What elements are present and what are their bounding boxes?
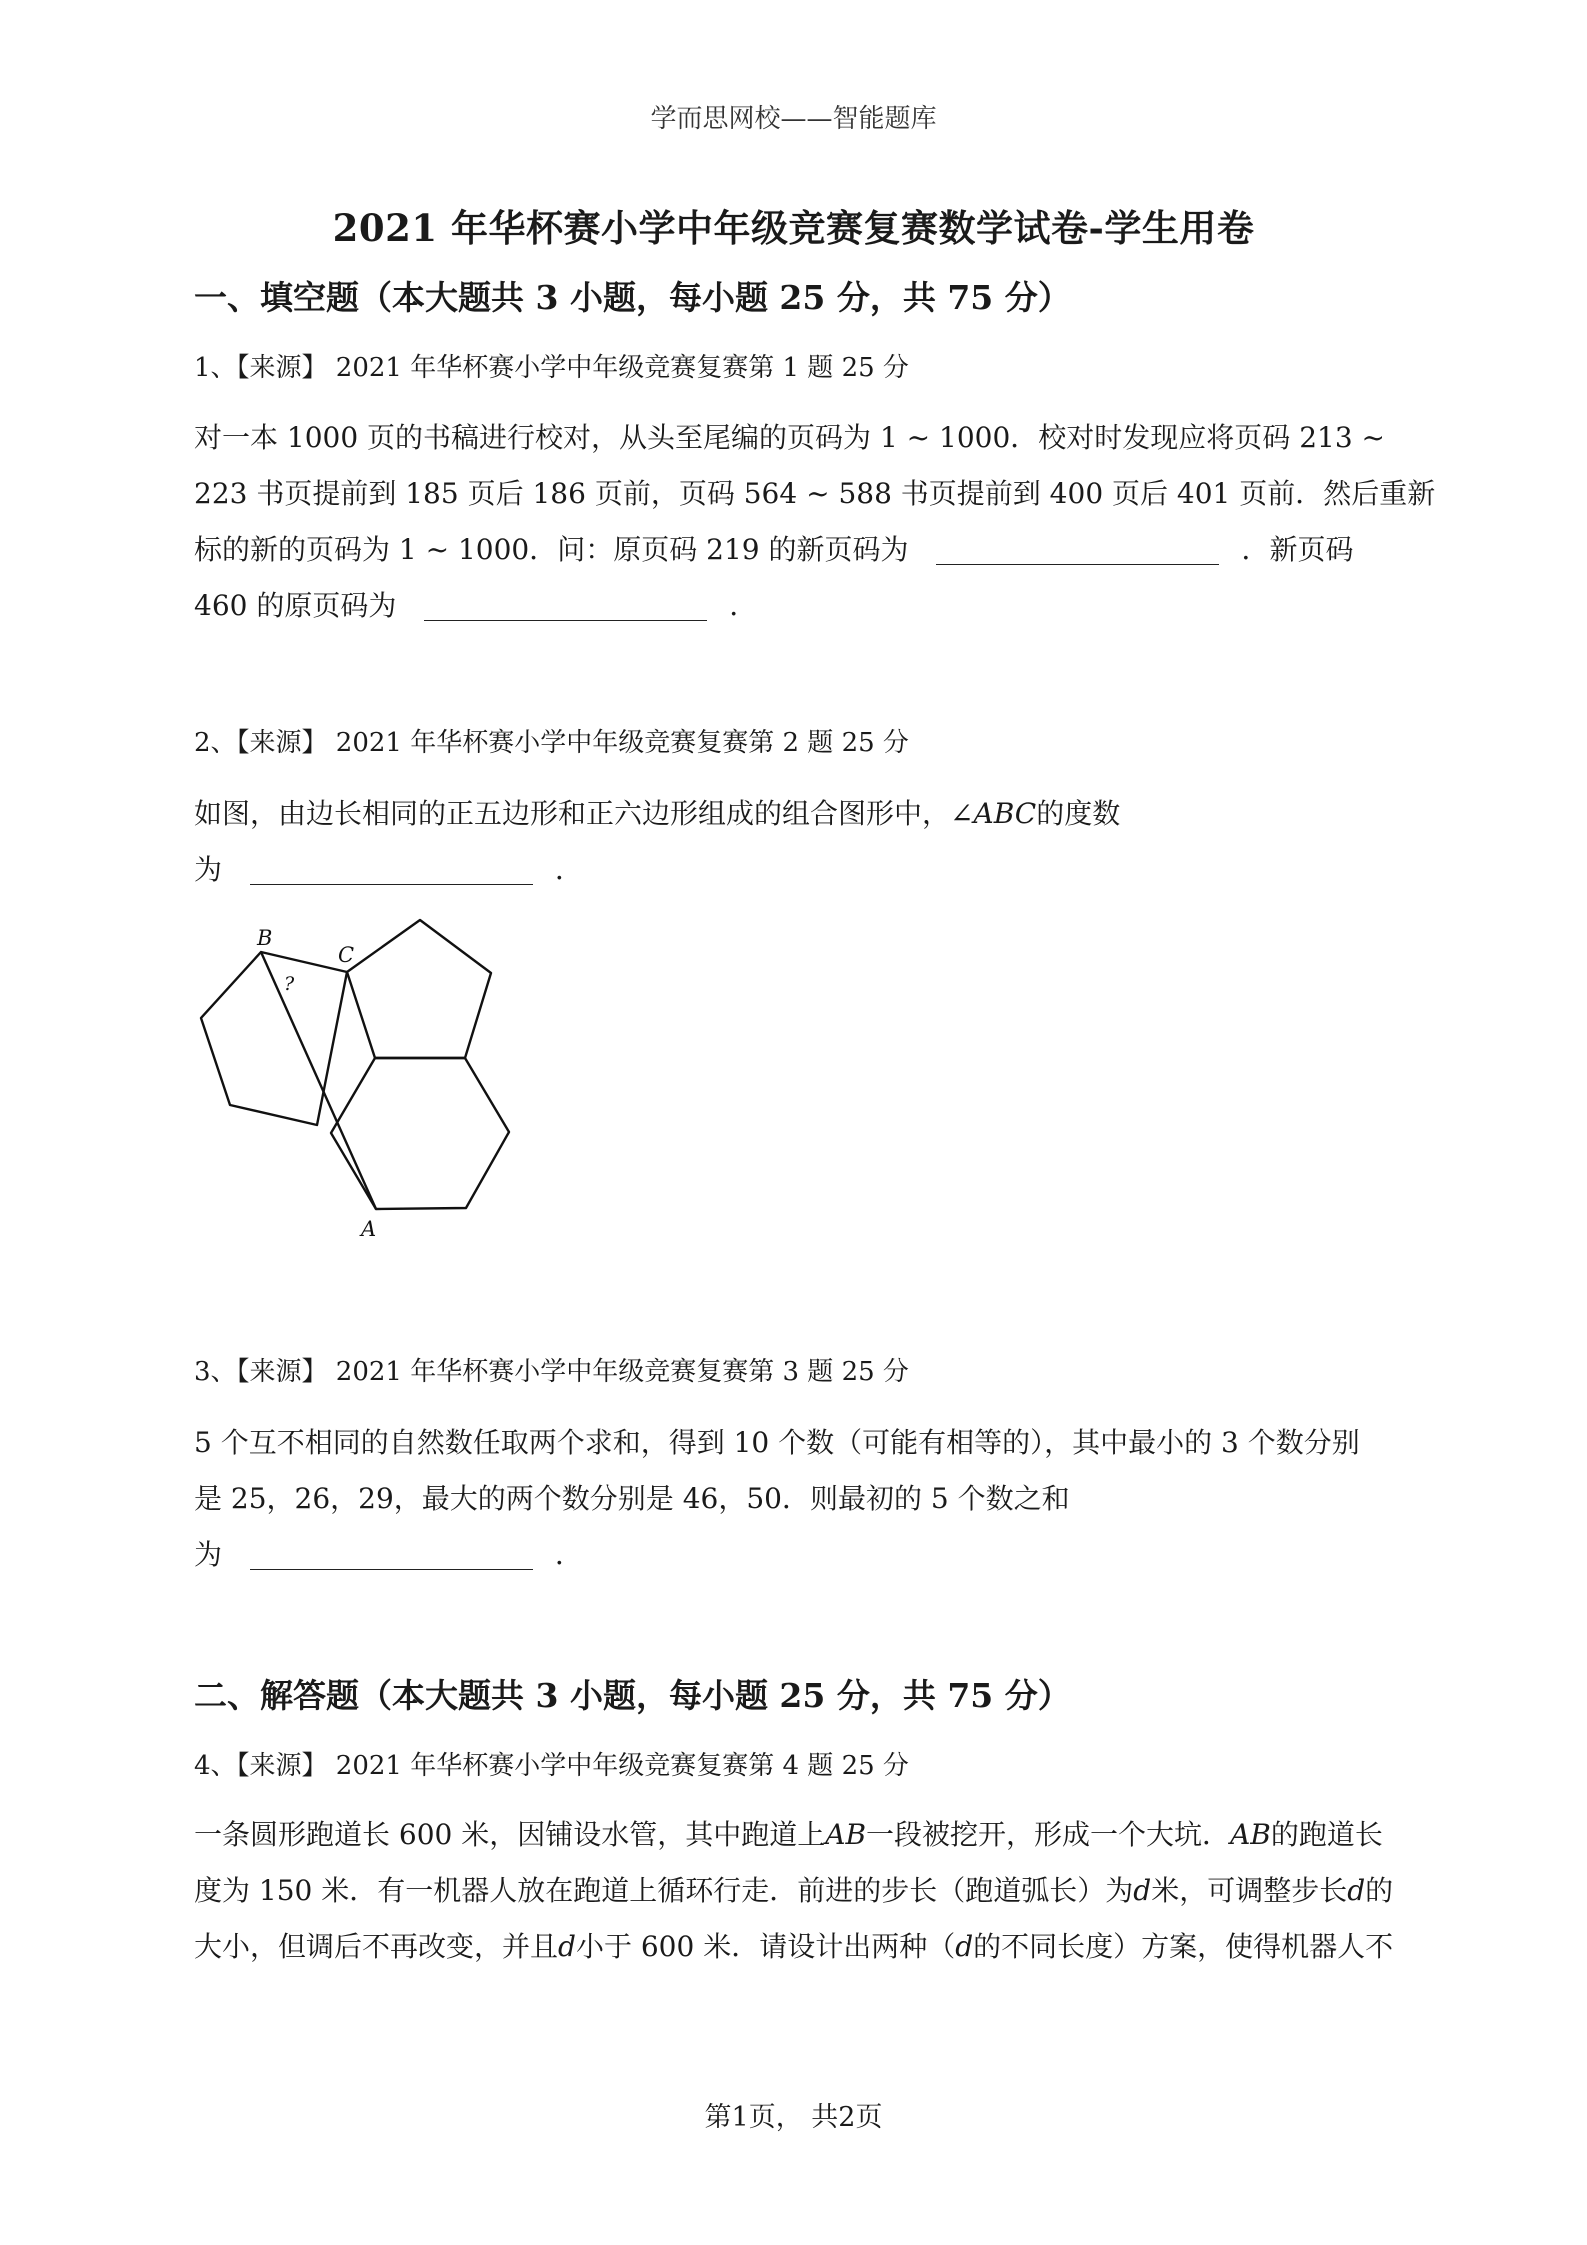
answer-blank-2[interactable] [250,856,533,885]
q4-l2-text-a: 度为 150 米．有一机器人放在跑道上循环行走．前进的步长（跑道弧长）为 [194,1874,1134,1907]
answer-blank-1a[interactable] [936,536,1219,565]
question-1-line-4 [194,584,757,624]
question-1-line-4-end: ． [729,589,758,622]
q4-l1-text-c: 一段被挖开，形成一个大坑． [866,1818,1231,1851]
angle-abc: ∠ABC [950,797,1037,830]
question-2-line-2 [194,848,583,888]
question-2-line-1-tail: 的度数 [1036,797,1121,830]
section-title-answer: 二、解答题（本大题共 3 小题，每小题 25 分，共 75 分） [194,1676,1071,1715]
question-2-line-1 [194,792,1120,832]
question-3-line-1: 5 个互不相同的自然数任取两个求和，得到 10 个数（可能有相等的），其中最小的 3 个数分别 [194,1426,1360,1459]
page-header: 学而思网校——智能题库 [650,104,937,134]
q4-l1-text-e: 的跑道长 [1270,1818,1383,1851]
q4-l2-text-c: 米，可调整步长 [1151,1874,1348,1907]
q4-l1-text-a: 一条圆形跑道长 600 米，因铺设水管，其中跑道上 [194,1818,826,1851]
question-1-line-4-text: 460 的原页码为 [194,589,397,622]
q4-l3-text-e: 的不同长度）方案，使得机器人不 [973,1930,1394,1963]
page-title: 2021 年华杯赛小学中年级竞赛复赛数学试卷-学生用卷 [332,206,1255,250]
pentagon-hexagon-figure [180,900,540,1260]
q4-l3-text-c: 小于 600 米．请设计出两种（ [575,1930,956,1963]
question-1-line-3 [194,528,1354,568]
q4-l3-math-d-2: d [955,1930,974,1963]
question-4-line-2 [194,1869,1393,1909]
q4-l2-text-e: 的 [1365,1874,1394,1907]
label-a: A [361,1217,377,1241]
question-2-line-2-end: ． [555,853,584,886]
question-1-line-2: 223 书页提前到 185 页后 186 页前，页码 564 ~ 588 书页提前到 400 页后 401 页前．然后重新 [194,477,1436,510]
question-3-line-3-end: ． [555,1538,584,1571]
answer-blank-1b[interactable] [424,592,707,621]
label-question-mark: ? [284,973,295,995]
page-footer: 第1页， 共2页 [704,2102,883,2133]
question-3-source: 3、【来源】 2021 年华杯赛小学中年级竞赛复赛第 3 题 25 分 [194,1357,909,1387]
q4-l3-math-d: d [558,1930,576,1963]
question-2-line-2-text: 为 [194,853,223,886]
q4-l1-math-ab-2: AB [1230,1818,1271,1851]
section-title-fill-in: 一、填空题（本大题共 3 小题，每小题 25 分，共 75 分） [194,278,1071,317]
label-b: B [257,926,273,950]
question-4-line-1 [194,1813,1383,1853]
question-1-line-1: 对一本 1000 页的书稿进行校对，从头至尾编的页码为 1 ~ 1000．校对时发现应将页码 213 ~ [194,421,1386,454]
question-1-line-3-tail: ．新页码 [1241,533,1354,566]
q4-l2-math-d-2: d [1347,1874,1366,1907]
question-3-line-3-text: 为 [194,1538,223,1571]
question-4-line-3 [194,1925,1393,1965]
answer-blank-3[interactable] [250,1541,533,1570]
question-2-line-1-text: 如图，由边长相同的正五边形和正六边形组成的组合图形中， [194,797,951,830]
question-4-source: 4、【来源】 2021 年华杯赛小学中年级竞赛复赛第 4 题 25 分 [194,1751,909,1781]
lower-hexagon-shape [331,1058,509,1209]
q4-l1-math-ab: AB [825,1818,867,1851]
q4-l3-text-a: 大小，但调后不再改变，并且 [194,1930,559,1963]
question-2-source: 2、【来源】 2021 年华杯赛小学中年级竞赛复赛第 2 题 25 分 [194,728,909,758]
segment-ba [261,952,376,1209]
question-1-line-3-text: 标的新的页码为 1 ~ 1000．问：原页码 219 的新页码为 [194,533,909,566]
q4-l2-math-d: d [1133,1874,1152,1907]
question-1-source: 1、【来源】 2021 年华杯赛小学中年级竞赛复赛第 1 题 25 分 [194,353,909,383]
right-pentagon-shape [347,920,491,1058]
question-3-line-2: 是 25，26，29，最大的两个数分别是 46，50．则最初的 5 个数之和 [194,1482,1070,1515]
left-hexagon-shape [201,952,347,1125]
label-c: C [338,943,355,967]
question-3-line-3 [194,1533,583,1573]
